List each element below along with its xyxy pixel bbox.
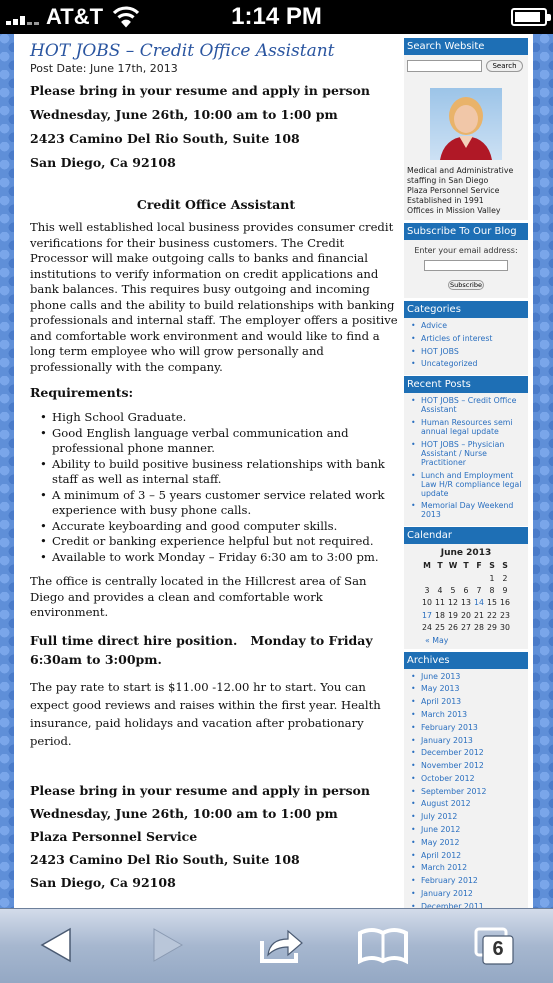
job-heading: Credit Office Assistant (136, 197, 296, 212)
blog-page (14, 34, 533, 908)
about-line: Medical and Administrative (407, 166, 514, 175)
calendar-day-link[interactable]: 17 (422, 610, 432, 620)
calendar-day-header: S (502, 561, 508, 571)
intro-city-line: San Diego, Ca 92108 (30, 155, 176, 170)
calendar-day: 27 (461, 623, 471, 633)
email-input[interactable] (424, 260, 508, 271)
post-date: Post Date: June 17th, 2013 (30, 62, 178, 75)
calendar-blank (460, 573, 473, 585)
subscribe-button[interactable]: Subscribe (448, 280, 484, 290)
about-line: Established in 1991 (407, 196, 484, 205)
closing-date-line: Wednesday, June 26th, 10:00 am to 1:00 pm (30, 805, 338, 821)
calendar-heading: Calendar (404, 527, 528, 544)
calendar-day: 15 (487, 598, 497, 608)
recent-post-link[interactable]: • Memorial Day Weekend 2013 (408, 501, 528, 519)
about-line: Offices in Mission Valley (407, 206, 501, 215)
archive-link[interactable]: • February 2012 (408, 876, 528, 885)
requirements-heading: Requirements: (30, 385, 134, 400)
archive-link[interactable]: • December 2011 (408, 902, 528, 908)
calendar-day: 18 (435, 610, 445, 620)
status-bar (0, 0, 553, 34)
calendar-day: 5 (450, 585, 456, 595)
archive-link[interactable]: • July 2012 (408, 812, 528, 821)
categories-heading: Categories (404, 301, 528, 318)
bookmarks-icon[interactable] (348, 919, 418, 971)
forward-arrow-icon[interactable] (132, 919, 202, 971)
categories-list (404, 318, 528, 375)
list-item: • Available to work Monday – Friday 6:30 am to 3:00 pm. (40, 550, 402, 566)
archives-heading: Archives (404, 652, 528, 669)
profile-photo (430, 88, 502, 160)
battery-icon (511, 8, 547, 26)
location-text: The office is centrally located in the Hillcrest area of San Diego and provides a clean and comfortable work environment. (30, 574, 367, 619)
calendar-day: 10 (422, 598, 432, 608)
about-box (404, 82, 528, 220)
archive-link[interactable]: • September 2012 (408, 787, 528, 796)
calendar-grid (406, 560, 526, 634)
archive-link[interactable]: • March 2012 (408, 863, 528, 872)
recent-posts-list (404, 393, 528, 526)
recent-post-link[interactable]: • HOT JOBS – Physician Assistant / Nurse Practitioner (408, 440, 528, 467)
subscribe-heading: Subscribe To Our Blog (404, 223, 528, 240)
post-title[interactable]: HOT JOBS – Credit Office Assistant (30, 41, 335, 61)
list-item: • Credit or banking experience helpful but not required. (40, 534, 402, 550)
archive-link[interactable]: • January 2013 (408, 736, 528, 745)
calendar-day-header: T (437, 561, 443, 571)
calendar-day-header: W (448, 561, 458, 571)
tab-count: 6 (492, 938, 504, 960)
calendar-caption: June 2013 (440, 548, 492, 559)
share-icon[interactable] (246, 919, 316, 971)
closing-city-line: San Diego, Ca 92108 (30, 874, 176, 890)
archive-link[interactable]: • May 2012 (408, 838, 528, 847)
archive-link[interactable]: • June 2012 (408, 825, 528, 834)
intro-date-line: Wednesday, June 26th, 10:00 am to 1:00 pm (30, 107, 338, 122)
calendar-day-header: S (489, 561, 495, 571)
calendar-day: 12 (448, 598, 458, 608)
archive-link[interactable]: • April 2013 (408, 697, 528, 706)
position-schedule (30, 631, 402, 669)
about-line: staffing in San Diego (407, 176, 489, 185)
browser-toolbar (0, 908, 553, 983)
requirements-list (40, 410, 402, 565)
calendar-day-header: T (463, 561, 469, 571)
search-input[interactable] (407, 60, 482, 72)
calendar-day: 19 (448, 610, 458, 620)
calendar-day: 6 (463, 585, 469, 595)
post-content (30, 40, 402, 891)
archive-link[interactable]: • February 2013 (408, 723, 528, 732)
calendar-day: 30 (500, 623, 510, 633)
archive-link[interactable]: • January 2012 (408, 889, 528, 898)
list-item: • Good English language verbal communication and professional phone manner. (40, 426, 402, 457)
calendar-day-header: F (476, 561, 482, 571)
calendar-day: 23 (500, 610, 510, 620)
calendar-day: 4 (437, 585, 443, 595)
calendar-day: 7 (476, 585, 482, 595)
position-type: Full time direct hire position. (30, 632, 238, 648)
calendar-blank (434, 573, 447, 585)
calendar-day: 22 (487, 610, 497, 620)
about-line: Plaza Personnel Service (407, 186, 500, 195)
archives-list (404, 669, 528, 908)
closing-apply-line: Please bring in your resume and apply in person (30, 782, 370, 798)
archive-link[interactable]: • March 2013 (408, 710, 528, 719)
calendar-day: 28 (474, 623, 484, 633)
category-link[interactable]: • HOT JOBS (408, 347, 528, 356)
category-link[interactable]: • Articles of interest (408, 334, 528, 343)
calendar-blank (421, 573, 434, 585)
calendar-day: 1 (489, 573, 495, 583)
archive-link[interactable]: • May 2013 (408, 684, 528, 693)
archive-link[interactable]: • November 2012 (408, 761, 528, 770)
sidebar (404, 38, 528, 908)
email-label: Enter your email address: (414, 246, 518, 255)
calendar-blank (447, 573, 460, 585)
calendar-day: 25 (435, 623, 445, 633)
list-item: • A minimum of 3 – 5 years customer service related work experience with busy phone calls. (40, 488, 402, 519)
list-item: • Accurate keyboarding and good computer skills. (40, 519, 402, 535)
recent-post-link[interactable]: • Human Resources semi annual legal update (408, 418, 528, 436)
archive-link[interactable]: • October 2012 (408, 774, 528, 783)
category-link[interactable]: • Advice (408, 321, 528, 330)
clock: 1:14 PM (231, 3, 322, 30)
archive-link[interactable]: • April 2012 (408, 851, 528, 860)
recent-post-link[interactable]: • HOT JOBS – Credit Office Assistant (408, 396, 528, 414)
carrier-name: AT&T (46, 4, 104, 29)
search-button[interactable]: Search (486, 60, 523, 72)
calendar (404, 544, 528, 648)
archive-link[interactable]: • August 2012 (408, 799, 528, 808)
archive-link[interactable]: • December 2012 (408, 748, 528, 757)
subscribe-form (404, 240, 528, 298)
calendar-day-header: M (423, 561, 431, 571)
closing-address-line: 2423 Camino Del Rio South, Suite 108 (30, 851, 300, 867)
calendar-day: 13 (461, 598, 471, 608)
pay-text: The pay rate to start is $11.00 -12.00 hr to start. You can expect good reviews and raises within the first year. Health insurance, paid holidays and vacation after probationary period. (30, 679, 381, 748)
tabs-button[interactable] (462, 919, 532, 971)
calendar-blank (473, 573, 486, 585)
calendar-day: 29 (487, 623, 497, 633)
calendar-prev-month-link[interactable]: « May (425, 635, 449, 645)
search-form (404, 55, 528, 82)
closing-company-line: Plaza Personnel Service (30, 828, 198, 844)
calendar-day: 2 (502, 573, 508, 583)
calendar-day: 16 (500, 598, 510, 608)
search-heading: Search Website (404, 38, 528, 55)
recent-posts-heading: Recent Posts (404, 376, 528, 393)
about-text (404, 160, 528, 220)
job-description: This well established local business provides consumer credit verifications for their business customers. The Credit Processor will make outgoing calls to banks and financial institutions to verify information on credit applications and bank balances. This requires busy outgoing and incoming phone calls and the ability to build relationships with banking professionals and internal staff. The employer offers a positive and comfortable work environment and would like to find a long term employee who will grow personally and professionally with the company. (30, 220, 398, 374)
calendar-day: 21 (474, 610, 484, 620)
archive-link[interactable]: • June 2013 (408, 672, 528, 681)
calendar-day: 9 (502, 585, 508, 595)
calendar-day-link[interactable]: 14 (474, 598, 484, 608)
list-item: • Ability to build positive business relationships with bank staff as well as internal staff. (40, 457, 402, 488)
recent-post-link[interactable]: • Lunch and Employment Law H/R compliance legal update (408, 471, 528, 498)
intro-apply-line: Please bring in your resume and apply in person (30, 83, 370, 98)
intro-address-line: 2423 Camino Del Rio South, Suite 108 (30, 131, 300, 146)
calendar-day: 11 (435, 598, 445, 608)
calendar-day: 8 (489, 585, 495, 595)
back-arrow-icon[interactable] (22, 919, 92, 971)
calendar-day: 3 (424, 585, 430, 595)
list-item: • High School Graduate. (40, 410, 402, 426)
calendar-day: 20 (461, 610, 471, 620)
calendar-day: 24 (422, 623, 432, 633)
calendar-day: 26 (448, 623, 458, 633)
web-content[interactable] (0, 34, 553, 908)
schedule: Monday to Friday 6:30am to 3:00pm. (30, 632, 373, 667)
category-link[interactable]: • Uncategorized (408, 359, 528, 368)
